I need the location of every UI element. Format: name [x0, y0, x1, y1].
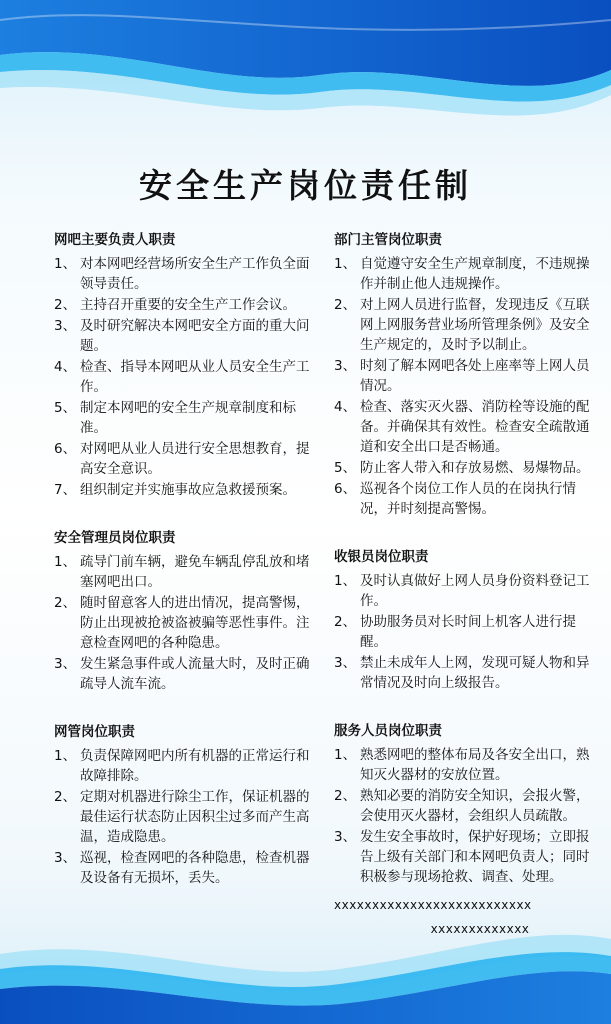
list-item: [54, 295, 314, 315]
item-text: 对本网吧经营场所安全生产工作负全面领导责任。: [80, 256, 310, 292]
list-item: [334, 397, 594, 457]
item-text: 对上网人员进行监督，发现违反《互联网上网服务营业场所管理条例》及安全生产规定的，及时予以制止。: [360, 297, 590, 353]
item-text: 巡视各个岗位工作人员的在岗执行情况，并时刻提高警惕。: [360, 481, 576, 517]
item-text: 负责保障网吧内所有机器的正常运行和故障排除。: [80, 748, 310, 784]
item-text: 发生紧急事件或人流量大时，及时正确疏导人流车流。: [80, 656, 310, 692]
item-number: 3、: [54, 656, 77, 672]
footer-line-1: xxxxxxxxxxxxxxxxxxxxxxxxxx: [334, 898, 532, 912]
item-number: 1、: [54, 256, 77, 272]
bottom-wave-decoration: [0, 914, 611, 1024]
list-item: [334, 254, 594, 294]
section-heading: 安全管理员岗位职责: [54, 530, 176, 546]
item-text: 疏导门前车辆，避免车辆乱停乱放和堵塞网吧出口。: [80, 554, 310, 590]
item-number: 5、: [54, 400, 77, 416]
item-number: 3、: [334, 358, 357, 374]
list-item: [334, 295, 594, 355]
item-text: 防止客人带入和存放易燃、易爆物品。: [360, 460, 590, 476]
list-item: [54, 480, 314, 500]
item-number: 1、: [54, 554, 77, 570]
list-item: [54, 654, 314, 694]
section-service-staff-duties: [334, 719, 594, 887]
list-item: [54, 398, 314, 438]
item-text: 熟悉网吧的整体布局及各安全出口，熟知灭火器材的安放位置。: [360, 747, 590, 783]
item-text: 对网吧从业人员进行安全思想教育，提高安全意识。: [80, 441, 310, 477]
item-text: 时刻了解本网吧各处上座率等上网人员情况。: [360, 358, 590, 394]
item-number: 2、: [334, 297, 357, 313]
item-number: 2、: [334, 614, 357, 630]
list-item: [334, 827, 594, 887]
section-heading: 服务人员岗位职责: [334, 723, 442, 739]
item-number: 6、: [334, 481, 357, 497]
item-number: 2、: [54, 297, 77, 313]
item-text: 熟知必要的消防安全知识，会报火警，会使用灭火器材，会组织人员疏散。: [360, 788, 590, 824]
section-heading: 部门主管岗位职责: [334, 232, 442, 248]
item-text: 定期对机器进行除尘工作，保证机器的最佳运行状态防止因积尘过多而产生高温，造成隐患。: [80, 789, 310, 845]
item-number: 1、: [334, 573, 357, 589]
section-safety-manager-duties: [54, 526, 314, 694]
right-column: [334, 228, 594, 913]
list-item: [334, 458, 594, 478]
list-item: [334, 745, 594, 785]
section-heading: 网管岗位职责: [54, 724, 135, 740]
item-number: 2、: [54, 595, 77, 611]
list-item: [334, 612, 594, 652]
item-text: 制定本网吧的安全生产规章制度和标准。: [80, 400, 296, 436]
list-item: [334, 356, 594, 396]
item-number: 7、: [54, 482, 77, 498]
item-text: 禁止未成年人上网，发现可疑人物和异常情况及时向上级报告。: [360, 655, 590, 691]
footer-line-2: xxxxxxxxxxxxx: [430, 922, 530, 936]
item-number: 2、: [54, 789, 77, 805]
list-item: [54, 357, 314, 397]
page-title: 安全生产岗位责任制: [139, 166, 472, 205]
item-number: 3、: [334, 829, 357, 845]
left-column: [54, 228, 314, 914]
item-number: 4、: [334, 399, 357, 415]
list-item: [54, 593, 314, 653]
section-heading: 网吧主要负责人职责: [54, 232, 176, 248]
section-heading: 收银员岗位职责: [334, 549, 429, 565]
top-wave-decoration: [0, 0, 611, 150]
item-text: 自觉遵守安全生产规章制度，不违规操作并制止他人违规操作。: [360, 256, 590, 292]
item-text: 发生安全事故时，保护好现场；立即报告上级有关部门和本网吧负责人；同时积极参与现场抢救、调查、处理。: [360, 829, 590, 885]
item-text: 随时留意客人的进出情况，提高警惕，防止出现被抢被盗被骗等恶性事件。注意检查网吧的各种隐患。: [80, 595, 310, 651]
item-number: 3、: [54, 318, 77, 334]
section-department-head-duties: [334, 228, 594, 519]
item-text: 组织制定并实施事故应急救援预案。: [80, 482, 296, 498]
item-number: 4、: [54, 359, 77, 375]
item-text: 巡视，检查网吧的各种隐患，检查机器及设备有无损坏，丢失。: [80, 850, 310, 886]
item-number: 1、: [334, 256, 357, 272]
list-item: [334, 786, 594, 826]
list-item: [54, 439, 314, 479]
item-number: 1、: [334, 747, 357, 763]
list-item: [54, 848, 314, 888]
item-text: 及时认真做好上网人员身份资料登记工作。: [360, 573, 590, 609]
section-owner-duties: [54, 228, 314, 500]
list-item: [54, 787, 314, 847]
item-text: 主持召开重要的安全生产工作会议。: [80, 297, 296, 313]
item-number: 2、: [334, 788, 357, 804]
item-text: 协助服务员对长时间上机客人进行提醒。: [360, 614, 576, 650]
item-text: 检查、落实灭火器、消防栓等设施的配备。并确保其有效性。检查安全疏散通道和安全出口是否畅通。: [360, 399, 590, 455]
section-network-admin-duties: [54, 720, 314, 888]
list-item: [334, 653, 594, 693]
list-item: [334, 479, 594, 519]
item-text: 检查、指导本网吧从业人员安全生产工作。: [80, 359, 310, 395]
item-number: 3、: [334, 655, 357, 671]
item-number: 5、: [334, 460, 357, 476]
list-item: [54, 552, 314, 592]
section-cashier-duties: [334, 545, 594, 693]
list-item: [54, 746, 314, 786]
list-item: [334, 571, 594, 611]
item-number: 3、: [54, 850, 77, 866]
list-item: [54, 254, 314, 294]
item-number: 1、: [54, 748, 77, 764]
list-item: [54, 316, 314, 356]
item-text: 及时研究解决本网吧安全方面的重大问题。: [80, 318, 310, 354]
item-number: 6、: [54, 441, 77, 457]
